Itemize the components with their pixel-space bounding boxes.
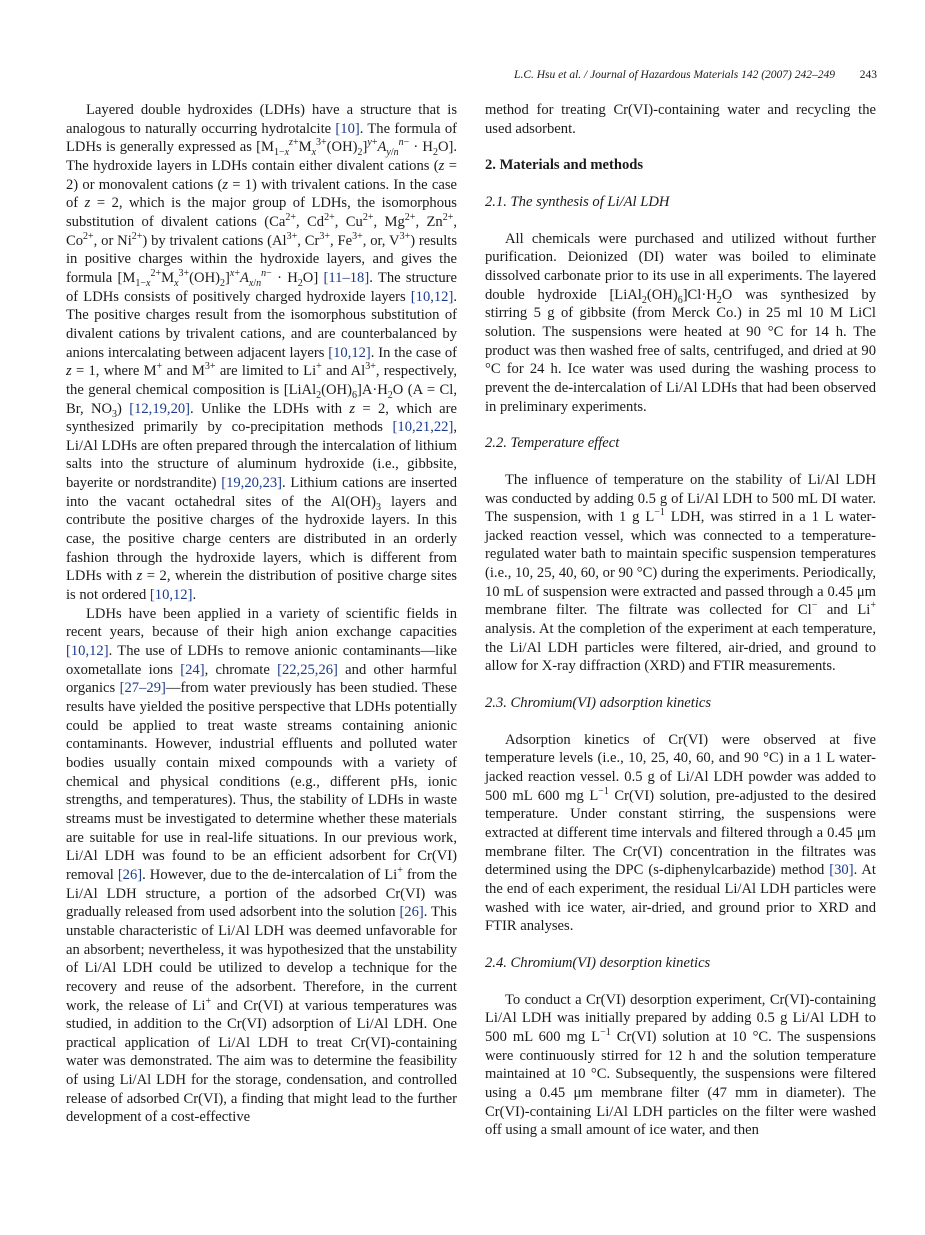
- citation-link[interactable]: [10,12]: [410, 288, 454, 305]
- citation-link[interactable]: [27–29]: [119, 680, 166, 697]
- running-header: [66, 69, 877, 87]
- paragraph-ldh-intro: Layered double hydroxides (LDHs) have a structure that is analogous to naturally occurring hydrotalcite [10]. The formula of LDHs is generally expressed as $[M_{1-x}^{z+}M_x^{3+}(OH)_2]^{y+}A_{y/n}^{n-} \cdot H_2O$]. The hydroxide layers in LDHs contain either divalent cations (z = 2) or monovalent cations (z = 1) with trivalent cations. In the case of z = 2, which is the major group of LDHs, the isomorphous substitution of divalent cations ($Ca^{2+}$, $Cd^{2+}$, $Cu^{2+}$, $Mg^{2+}$, $Zn^{2+}$, $Co^{2+}$, or $Ni^{2+}$) by trivalent cations ($Al^{3+}$, $Cr^{3+}$, $Fe^{3+}$, or, $V^{3+}$) results in positive charges within the hydroxide layers, and gives the formula $[M_{1-x}^{2+}M_x^{3+}(OH)_2]^{x+}A_{x/n}^{n-} \cdot H_2O$] [11–18]. The structure of LDHs consists of positively charged hydroxide layers [10,12]. The positive charges result from the isomorphous substitution of divalent cations by trivalent cations, and are counterbalanced by anions intercalating between adjacent layers [10,12]. In the case of z = 1, where M+ and $M^{3+}$ are limited to Li+ and $Al^{3+}$, respectively, the general chemical composition is $[LiAl_2(OH)_6]A\cdot H_2O$ (A = Cl, Br, $NO_3$) [12,19,20]. Unlike the LDHs with z = 2, which are synthesized primarily by co-precipitation methods [10,21,22], Li/Al LDHs are often prepared through the intercalation of lithium salts into the structure of aluminum hydroxide (i.e., gibbsite, bayerite or nordstrandite) [19,20,23]. Lithium cations are inserted into the vacant octahedral sites of the $Al(OH)_3$ layers and contribute the positive charges of the hydroxide layers. In this case, the positive charge centers are distributed in an orderly fashion through the hydroxide layers, which is different from LDHs with z = 2, wherein the distribution of positive charge sites is not ordered [10,12].: [66, 102, 458, 604]
- section-title: 2. Materials and methods: [485, 157, 644, 174]
- citation-link[interactable]: [10,12]: [66, 643, 109, 660]
- subsection-title: 2.1. The synthesis of Li/Al LDH: [485, 193, 670, 210]
- citation-link[interactable]: [10,21,22]: [392, 419, 454, 436]
- left-column: [66, 101, 457, 1127]
- journal-citation: L.C. Hsu et al. / Journal of Hazardous Materials 142 (2007) 242–249: [514, 69, 835, 81]
- citation-link[interactable]: [10]: [335, 120, 360, 137]
- paragraph-desorption: To conduct a Cr(VI) desorption experiment, Cr(VI)-containing Li/Al LDH was initially prepared by adding 0.5 g Li/Al LDH to 500 mL 600 mg $L^{-1}$ Cr(VI) solution at 10 °C. The suspensions were continuously stirred for 12 h and the solution temperature maintained at 10 °C. Subsequently, the suspensions were filtered using a 0.45 μm membrane filter (47 mm in diameter). The Cr(VI)-containing Li/Al LDH particles on the filter were washed off using a small amount of ice water, and then: [485, 991, 876, 1139]
- paragraph-ldh-applications: LDHs have been applied in a variety of scientific fields in recent years, because of their high anion exchange capacities [10,12]. The use of LDHs to remove anionic contaminants—like oxometallate ions [24], chromate [22,25,26] and other harmful organics [27–29]—from water previously has been studied. These results have yielded the positive perspective that LDHs potentially could be applied to treat waste streams containing anionic contaminants. However, industrial effluents and polluted water bodies usually contain mixed compounds with a variety of chemical and physical conditions (e.g., different pHs, ionic strengths, and temperatures). Thus, the stability of LDHs in waste streams must be investigated to determine whether these materials are suitable for use in real-life situations. In our previous work, Li/Al LDH was found to be an efficient adsorbent for Cr(VI) removal [26]. However, due to the de-intercalation of Li+ from the Li/Al LDH structure, a portion of the adsorbed Cr(VI) was gradually released from used adsorbent into the solution [26]. This unstable characteristic of Li/Al LDH was deemed unfavorable for an absorbent; nevertheless, it was hypothesized that the unstability of Li/Al LDH could be utilized to develop a technique for the recovery and reuse of the adsorbent. Therefore, in the current work, the release of Li+ and Cr(VI) at various temperatures was studied, in addition to the Cr(VI) adsorption of Li/Al LDH. One practical application of Li/Al LDH to treat Cr(VI)-containing water was demonstrated. The aim was to determine the feasibility of using Li/Al LDH for the storage, condensation, and controlled release of adsorbed Cr(VI), a finding that might lead to the further development of a cost-effective: [66, 605, 457, 1126]
- citation-link[interactable]: [11–18]: [323, 269, 370, 286]
- paragraph-intro-tail: method for treating Cr(VI)-containing water and recycling the used adsorbent.: [485, 102, 876, 137]
- right-column: [485, 101, 876, 1140]
- citation-link[interactable]: [19,20,23]: [221, 475, 283, 492]
- citation-link[interactable]: [24]: [180, 661, 205, 678]
- page-number: 243: [859, 69, 877, 81]
- citation-link[interactable]: [26]: [117, 866, 143, 883]
- citation-link[interactable]: [12,19,20]: [129, 400, 191, 417]
- paragraph-temperature: The influence of temperature on the stability of Li/Al LDH was conducted by adding 0.5 g of Li/Al LDH to 500 mL DI water. The suspension, with 1 g $L^{-1}$ LDH, was stirred in a 1 L water-jacked reaction vessel, which was connected to a temperature-regulated water bath to maintain specific suspension temperatures (i.e., 10, 25, 40, 60, or 90 °C) during the experiments. Periodically, 10 mL of suspension were extracted and passed through a 0.45 μm membrane filter. The filtrate was collected for Cl− and Li+ analysis. At the completion of the experiment at each temperature, the Li/Al LDH particles were filtered, air-dried, and ground to allow for X-ray diffraction (XRD) and FTIR measurements.: [485, 471, 876, 675]
- subsection-title: 2.4. Chromium(VI) desorption kinetics: [485, 954, 711, 971]
- subsection-title: 2.2. Temperature effect: [485, 435, 620, 452]
- subsection-title: 2.3. Chromium(VI) adsorption kinetics: [485, 695, 712, 712]
- paragraph-synthesis: All chemicals were purchased and utilized without further purification. Deionized (DI) water was boiled to eliminate dissolved carbonate prior to its use in all experiments. The layered double hydroxide $[LiAl_2(OH)_6]Cl\cdot H_2O$ was synthesized by stirring 5 g of gibbsite (from Merck Co.) in 25 ml 10 M LiCl solution. The suspensions were heated at 90 °C for 14 h. The product was then washed free of salts, centrifuged, and dried at 90 °C for 24 h. Ice water was used during the washing process to prevent the de-intercalation of Li/Al LDHs that had been observed in preliminary experiments.: [485, 230, 876, 415]
- citation-link[interactable]: [10,12]: [328, 344, 371, 361]
- citation-link[interactable]: [26]: [399, 904, 424, 921]
- paragraph-adsorption: Adsorption kinetics of Cr(VI) were observed at five temperature levels (i.e., 10, 25, 40, 60, and 90 °C) in a 1 L water-jacked reaction vessel. 0.5 g of Li/Al LDH powder was added to 500 mL 600 mg $L^{-1}$ Cr(VI) solution, pre-adjusted to the desired temperature. Under constant stirring, the suspensions were extracted at different time intervals and filtered through a 0.45 μm membrane filter. The Cr(VI) concentration in the filtrates was determined using the DPC (s-diphenylcarbazide) method [30]. At the end of each experiment, the residual Li/Al LDH particles were washed with ice water, air-dried, and ground prior to XRD and FTIR analyses.: [485, 731, 876, 935]
- citation-link[interactable]: [30]: [829, 862, 854, 879]
- citation-link[interactable]: [22,25,26]: [277, 661, 338, 678]
- citation-link[interactable]: [10,12]: [149, 587, 193, 604]
